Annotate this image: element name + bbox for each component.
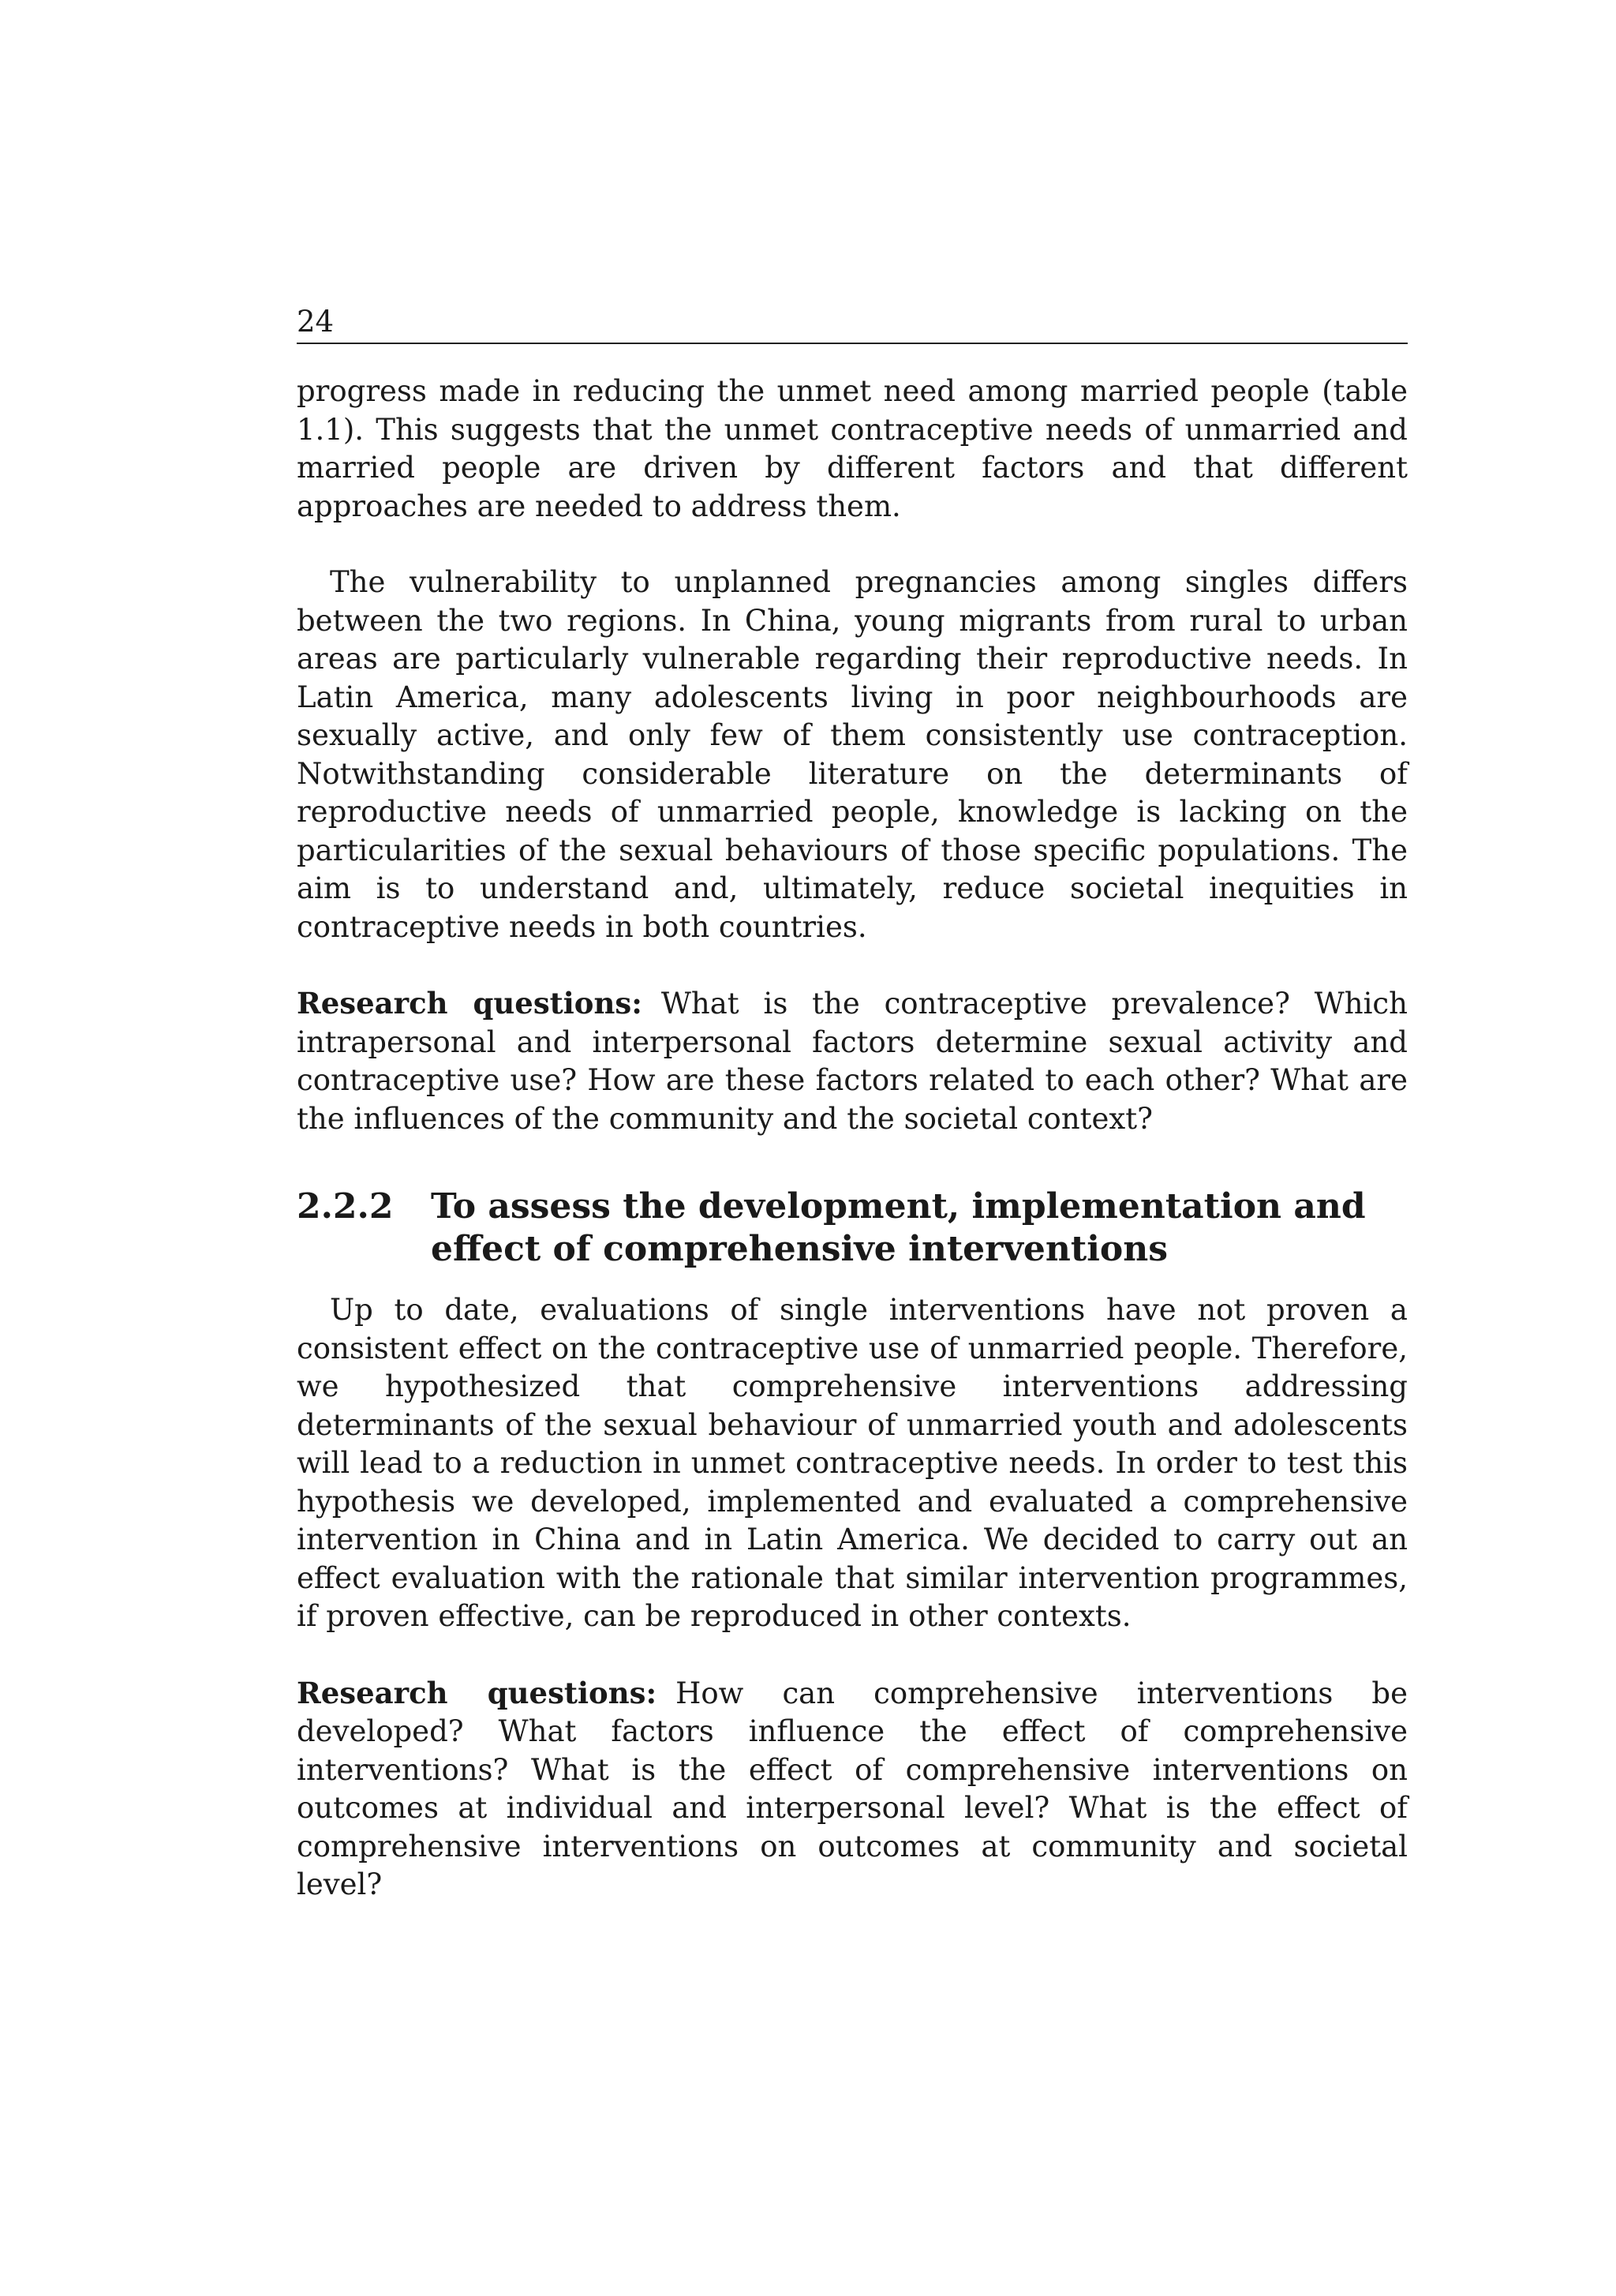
document-page	[297, 300, 1408, 1905]
body-paragraph: progress made in reducing the unmet need among married people (table 1.1). This suggests that the unmet contraceptive needs of unmarried and married people are driven by different factors and that different approaches are needed to address them.	[297, 374, 1408, 523]
research-questions-label: Research questions:	[297, 1675, 657, 1710]
body-paragraph: The vulnerability to unplanned pregnancies among singles differs between the two regions. In China, young migrants from rural to urban areas are particularly vulnerable regarding their reproductive needs. In Latin America, many adolescents living in poor neighbourhoods are sexually active, and only few of them consistently use contraception. Notwithstanding considerable literature on the determinants of reproductive needs of unmarried people, knowledge is lacking on the particularities of the sexual behaviours of those specific populations. The aim is to understand and, ultimately, reduce societal inequities in contraceptive needs in both countries.	[297, 565, 1408, 944]
section-title: To assess the development, implementation and effect of comprehensive interventions	[431, 1186, 1366, 1269]
body-paragraph: Up to date, evaluations of single interventions have not proven a consistent effect on the contraceptive use of unmarried people. Therefore, we hypothesized that comprehensive interventions addressing determinants of the sexual behaviour of unmarried youth and adolescents will lead to a reduction in unmet contraceptive needs. In order to test this hypothesis we developed, implemented and evaluated a comprehensive intervention in China and in Latin America. We decided to carry out an effect evaluation with the rationale that similar intervention programmes, if proven effective, can be reproduced in other contexts.	[297, 1293, 1408, 1633]
research-questions-label: Research questions:	[297, 986, 642, 1021]
page-body	[297, 373, 1408, 1905]
research-questions-text: What is the contraceptive prevalence? Which intrapersonal and interpersonal factors determine sexual activity and contraceptive use? How are these factors related to each other? What are the influences of the community and the societal context?	[297, 987, 1408, 1136]
research-questions-paragraph	[297, 1674, 1408, 1905]
page-number: 24	[297, 305, 335, 339]
running-header	[297, 300, 1408, 344]
research-questions-paragraph	[297, 984, 1408, 1138]
section-number: 2.2.2	[297, 1186, 394, 1227]
section-heading	[297, 1185, 1408, 1271]
research-questions-text: How can comprehensive interventions be developed? What factors influence the effect of comprehensive interventions? What is the effect of comprehensive interventions on outcomes at individual and interpersonal level? What is the effect of comprehensive interventions on outcomes at community and societal level?	[297, 1676, 1408, 1901]
